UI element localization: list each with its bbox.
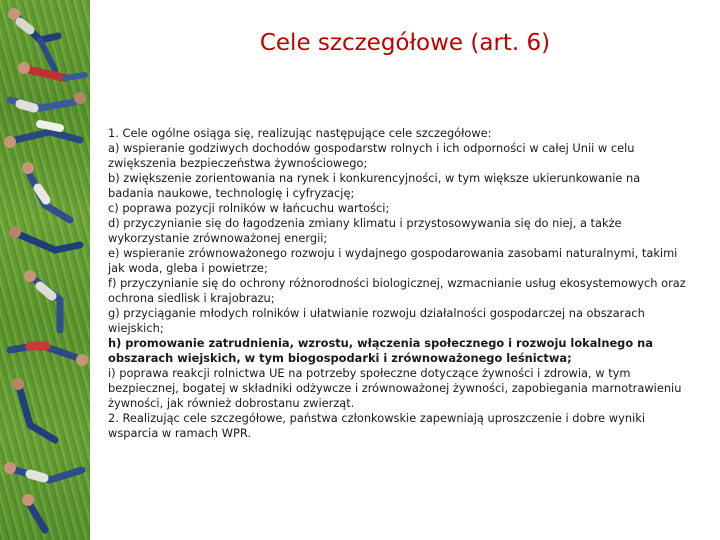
paragraph-c: c) poprawa pozycji rolników w łańcuchu wartości; xyxy=(108,201,390,215)
paragraph-i: i) poprawa reakcji rolnictwa UE na potrzeby społeczne dotyczące żywności i zdrowia, w tym bezpiecznej, bogatej w składniki odżywcze i zrównoważonej żywności, zapobiegania marnotrawieniu żywności, jak również dobrostanu zwierząt. xyxy=(108,366,682,410)
paragraph-2: 2. Realizując cele szczegółowe, państwa członkowskie zapewniają uproszczenie i dobre wyniki wsparcia w ramach WPR. xyxy=(108,411,645,440)
paragraph-intro: 1. Cele ogólne osiąga się, realizując następujące cele szczegółowe: xyxy=(108,126,492,140)
paragraph-f: f) przyczynianie się do ochrony różnorodności biologicznej, wzmacnianie usług ekosystemowych oraz ochrona siedlisk i krajobrazu; xyxy=(108,276,686,305)
paragraph-g: g) przyciąganie młodych rolników i ułatwianie rozwoju działalności gospodarczej na obszarach wiejskich; xyxy=(108,306,645,335)
slide-title: Cele szczegółowe (art. 6) xyxy=(259,30,551,56)
grass-people-image xyxy=(0,0,90,540)
slide-body xyxy=(108,126,688,441)
paragraph-d: d) przyczynianie się do łagodzenia zmiany klimatu i przystosowywania się do niej, a także wykorzystanie zrównoważonej energii; xyxy=(108,216,622,245)
paragraph-h: h) promowanie zatrudnienia, wzrostu, włączenia społecznego i rozwoju lokalnego na obszarach wiejskich, w tym biogospodarki i zrównoważonego leśnictwa; xyxy=(108,336,653,365)
paragraph-b: b) zwiększenie zorientowania na rynek i konkurencyjności, w tym większe ukierunkowanie na badania naukowe, technologię i cyfryzację; xyxy=(108,171,641,200)
paragraph-a: a) wspieranie godziwych dochodów gospodarstw rolnych i ich odporności w całej Unii w celu zwiększenia bezpieczeństwa żywnościowego; xyxy=(108,141,635,170)
paragraph-e: e) wspieranie zrównoważonego rozwoju i wydajnego gospodarowania zasobami naturalnymi, takimi jak woda, gleba i powietrze; xyxy=(108,246,678,275)
